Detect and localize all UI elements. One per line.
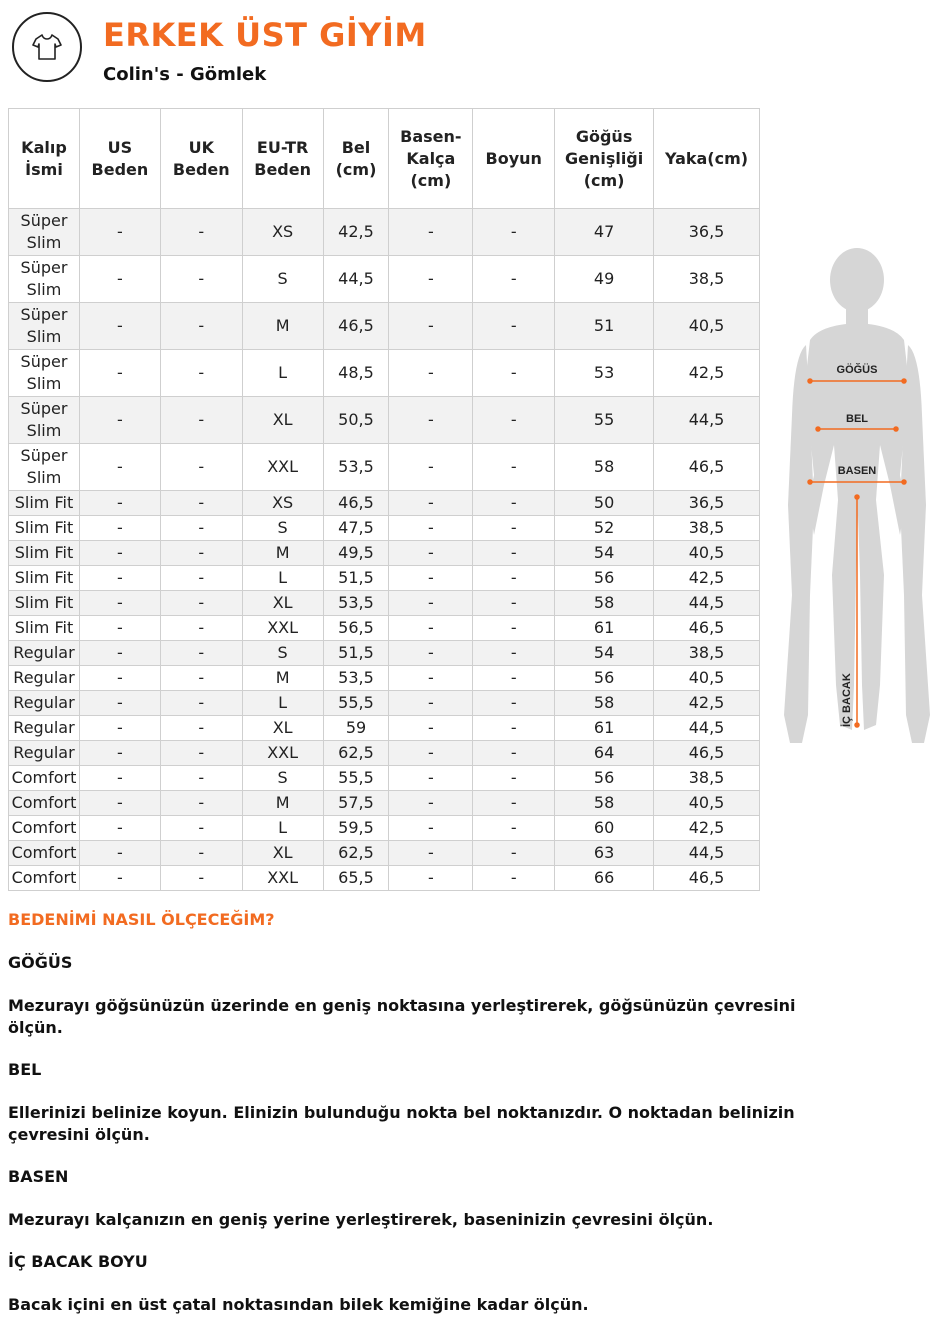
table-cell: 38,5 — [654, 256, 760, 303]
table-row — [9, 641, 760, 666]
table-cell: - — [79, 816, 160, 841]
table-cell: - — [79, 766, 160, 791]
table-row — [9, 591, 760, 616]
table-cell: 42,5 — [323, 209, 389, 256]
table-cell: 56 — [555, 766, 654, 791]
table-cell: 65,5 — [323, 866, 389, 891]
table-cell: - — [473, 716, 555, 741]
table-cell: - — [389, 616, 473, 641]
table-cell: 49,5 — [323, 541, 389, 566]
table-cell: 42,5 — [654, 350, 760, 397]
table-cell: Slim Fit — [9, 541, 80, 566]
table-row — [9, 541, 760, 566]
body-measurement-figure — [780, 245, 945, 750]
table-cell: 46,5 — [323, 303, 389, 350]
table-row — [9, 303, 760, 350]
guide-heading: BEDENİMİ NASIL ÖLÇECEĞİM? — [8, 910, 275, 929]
table-cell: 46,5 — [323, 491, 389, 516]
table-cell: 44,5 — [323, 256, 389, 303]
table-cell: 40,5 — [654, 541, 760, 566]
table-cell: 61 — [555, 716, 654, 741]
table-row — [9, 866, 760, 891]
tshirt-icon — [32, 33, 62, 61]
table-cell: - — [79, 491, 160, 516]
table-cell: - — [79, 209, 160, 256]
table-cell: - — [473, 256, 555, 303]
table-row — [9, 566, 760, 591]
table-cell: Slim Fit — [9, 566, 80, 591]
table-cell: - — [389, 444, 473, 491]
table-cell: L — [242, 566, 323, 591]
table-cell: - — [160, 666, 242, 691]
table-cell: 53,5 — [323, 444, 389, 491]
guide-waist-text: Ellerinizi belinize koyun. Elinizin bulunduğu nokta bel noktanızdır. O noktadan belinizin çevresini ölçün. — [8, 1103, 795, 1144]
table-cell: - — [473, 491, 555, 516]
guide-chest-title: GÖĞÜS — [8, 953, 73, 972]
table-cell: - — [160, 209, 242, 256]
table-cell: Süper Slim — [9, 303, 80, 350]
table-cell: - — [79, 716, 160, 741]
table-cell: - — [79, 397, 160, 444]
page-header — [12, 12, 712, 84]
table-cell: 53 — [555, 350, 654, 397]
table-cell: 52 — [555, 516, 654, 541]
table-cell: Comfort — [9, 841, 80, 866]
table-cell: 64 — [555, 741, 654, 766]
table-cell: 55 — [555, 397, 654, 444]
table-row — [9, 397, 760, 444]
table-cell: M — [242, 541, 323, 566]
table-row — [9, 841, 760, 866]
table-cell: 55,5 — [323, 691, 389, 716]
table-cell: - — [79, 444, 160, 491]
table-cell: - — [389, 209, 473, 256]
table-cell: XL — [242, 841, 323, 866]
table-cell: - — [389, 397, 473, 444]
table-cell: - — [473, 444, 555, 491]
guide-chest-text: Mezurayı göğsünüzün üzerinde en geniş noktasına yerleştirerek, göğsünüzün çevresini ölçün. — [8, 996, 796, 1037]
guide-inseam-title: İÇ BACAK BOYU — [8, 1252, 148, 1271]
table-cell: 54 — [555, 641, 654, 666]
table-row — [9, 350, 760, 397]
table-cell: Süper Slim — [9, 256, 80, 303]
table-cell: S — [242, 641, 323, 666]
table-cell: - — [473, 791, 555, 816]
size-table — [8, 108, 760, 891]
guide-hip-text: Mezurayı kalçanızın en geniş yerine yerleştirerek, baseninizin çevresini ölçün. — [8, 1210, 714, 1229]
table-cell: - — [160, 766, 242, 791]
table-cell: - — [160, 841, 242, 866]
table-cell: Regular — [9, 641, 80, 666]
table-cell: - — [160, 541, 242, 566]
table-row — [9, 716, 760, 741]
inseam-label: İÇ BACAK — [841, 673, 853, 727]
table-cell: - — [389, 816, 473, 841]
table-cell: 54 — [555, 541, 654, 566]
table-cell: - — [473, 816, 555, 841]
table-cell: Comfort — [9, 816, 80, 841]
table-cell: - — [389, 350, 473, 397]
table-cell: M — [242, 666, 323, 691]
table-cell: XXL — [242, 616, 323, 641]
table-cell: - — [389, 666, 473, 691]
table-cell: 57,5 — [323, 791, 389, 816]
table-cell: Comfort — [9, 766, 80, 791]
table-cell: 51,5 — [323, 641, 389, 666]
table-cell: Slim Fit — [9, 491, 80, 516]
measurement-guide — [8, 910, 798, 1337]
table-cell: - — [160, 616, 242, 641]
table-cell: XXL — [242, 866, 323, 891]
table-row — [9, 209, 760, 256]
table-cell: - — [389, 516, 473, 541]
table-cell: Slim Fit — [9, 516, 80, 541]
table-cell: - — [389, 716, 473, 741]
table-cell: - — [389, 541, 473, 566]
table-cell: 44,5 — [654, 397, 760, 444]
table-cell: - — [473, 350, 555, 397]
table-row — [9, 256, 760, 303]
column-header: Yaka(cm) — [654, 109, 760, 209]
table-cell: 53,5 — [323, 591, 389, 616]
table-cell: 38,5 — [654, 766, 760, 791]
table-cell: XL — [242, 397, 323, 444]
table-cell: - — [389, 641, 473, 666]
table-cell: - — [79, 541, 160, 566]
table-cell: - — [160, 691, 242, 716]
table-cell: 38,5 — [654, 641, 760, 666]
table-cell: - — [79, 866, 160, 891]
table-cell: - — [473, 741, 555, 766]
table-cell: M — [242, 791, 323, 816]
table-cell: - — [473, 209, 555, 256]
table-row — [9, 766, 760, 791]
table-cell: S — [242, 256, 323, 303]
table-cell: - — [160, 516, 242, 541]
table-cell: - — [389, 791, 473, 816]
table-cell: Regular — [9, 691, 80, 716]
column-header: Kalıp İsmi — [9, 109, 80, 209]
table-cell: - — [79, 566, 160, 591]
table-cell: - — [79, 641, 160, 666]
table-cell: XL — [242, 716, 323, 741]
table-cell: L — [242, 691, 323, 716]
table-cell: Slim Fit — [9, 591, 80, 616]
table-cell: - — [160, 350, 242, 397]
table-cell: - — [473, 541, 555, 566]
table-cell: Süper Slim — [9, 209, 80, 256]
table-cell: 58 — [555, 591, 654, 616]
table-cell: 44,5 — [654, 841, 760, 866]
table-cell: - — [160, 641, 242, 666]
table-cell: 47 — [555, 209, 654, 256]
table-row — [9, 666, 760, 691]
table-cell: Regular — [9, 666, 80, 691]
table-cell: 60 — [555, 816, 654, 841]
guide-inseam-text: Bacak içini en üst çatal noktasından bilek kemiğine kadar ölçün. — [8, 1295, 589, 1314]
table-cell: - — [473, 641, 555, 666]
table-cell: - — [79, 666, 160, 691]
table-cell: - — [473, 566, 555, 591]
table-cell: 36,5 — [654, 491, 760, 516]
table-cell: - — [389, 591, 473, 616]
table-cell: 59,5 — [323, 816, 389, 841]
table-cell: - — [389, 691, 473, 716]
table-cell: - — [473, 303, 555, 350]
table-cell: - — [389, 303, 473, 350]
table-cell: - — [473, 616, 555, 641]
table-cell: Süper Slim — [9, 444, 80, 491]
table-cell: 51,5 — [323, 566, 389, 591]
table-cell: - — [79, 616, 160, 641]
table-cell: - — [389, 256, 473, 303]
table-cell: 66 — [555, 866, 654, 891]
hip-label: BASEN — [837, 465, 877, 477]
table-cell: 48,5 — [323, 350, 389, 397]
table-cell: 55,5 — [323, 766, 389, 791]
column-header: Göğüs Genişliği (cm) — [555, 109, 654, 209]
table-cell: 59 — [323, 716, 389, 741]
table-cell: 46,5 — [654, 444, 760, 491]
table-row — [9, 691, 760, 716]
table-cell: - — [473, 841, 555, 866]
table-cell: L — [242, 350, 323, 397]
column-header: UK Beden — [160, 109, 242, 209]
table-cell: - — [79, 691, 160, 716]
table-cell: Regular — [9, 716, 80, 741]
table-cell: - — [79, 841, 160, 866]
table-cell: XS — [242, 491, 323, 516]
table-cell: - — [79, 741, 160, 766]
table-cell: - — [389, 866, 473, 891]
table-cell: 46,5 — [654, 616, 760, 641]
table-cell: - — [473, 866, 555, 891]
table-cell: L — [242, 816, 323, 841]
column-header: EU-TR Beden — [242, 109, 323, 209]
table-cell: 56 — [555, 566, 654, 591]
table-cell: 46,5 — [654, 741, 760, 766]
table-row — [9, 741, 760, 766]
table-cell: - — [79, 516, 160, 541]
table-cell: 40,5 — [654, 303, 760, 350]
table-row — [9, 616, 760, 641]
table-cell: 44,5 — [654, 716, 760, 741]
table-row — [9, 791, 760, 816]
category-logo — [12, 12, 82, 82]
table-cell: - — [160, 566, 242, 591]
table-cell: - — [389, 841, 473, 866]
column-header: Basen-Kalça (cm) — [389, 109, 473, 209]
table-cell: - — [473, 591, 555, 616]
table-cell: - — [473, 666, 555, 691]
table-cell: - — [79, 791, 160, 816]
table-cell: - — [160, 491, 242, 516]
table-cell: 36,5 — [654, 209, 760, 256]
table-cell: - — [160, 303, 242, 350]
table-row — [9, 491, 760, 516]
table-cell: 42,5 — [654, 816, 760, 841]
table-cell: 51 — [555, 303, 654, 350]
table-cell: - — [160, 444, 242, 491]
table-cell: 49 — [555, 256, 654, 303]
table-cell: - — [389, 491, 473, 516]
table-cell: S — [242, 766, 323, 791]
table-cell: 62,5 — [323, 841, 389, 866]
table-cell: XXL — [242, 741, 323, 766]
table-cell: Comfort — [9, 866, 80, 891]
table-cell: - — [389, 766, 473, 791]
table-cell: - — [160, 741, 242, 766]
table-header-row — [9, 109, 760, 209]
table-cell: 42,5 — [654, 691, 760, 716]
table-cell: Comfort — [9, 791, 80, 816]
table-cell: Süper Slim — [9, 350, 80, 397]
table-cell: - — [79, 591, 160, 616]
table-cell: 58 — [555, 444, 654, 491]
table-cell: 50 — [555, 491, 654, 516]
table-cell: 40,5 — [654, 791, 760, 816]
table-row — [9, 516, 760, 541]
table-cell: 40,5 — [654, 666, 760, 691]
table-cell: - — [79, 303, 160, 350]
table-cell: 62,5 — [323, 741, 389, 766]
table-row — [9, 444, 760, 491]
table-cell: 50,5 — [323, 397, 389, 444]
table-cell: 44,5 — [654, 591, 760, 616]
waist-label: BEL — [846, 413, 868, 425]
table-cell: - — [389, 741, 473, 766]
table-cell: 58 — [555, 791, 654, 816]
guide-hip-title: BASEN — [8, 1167, 69, 1186]
table-cell: 56 — [555, 666, 654, 691]
column-header: US Beden — [79, 109, 160, 209]
table-cell: 38,5 — [654, 516, 760, 541]
table-cell: M — [242, 303, 323, 350]
table-cell: 63 — [555, 841, 654, 866]
table-cell: - — [473, 766, 555, 791]
column-header: Boyun — [473, 109, 555, 209]
table-cell: - — [79, 256, 160, 303]
table-cell: Regular — [9, 741, 80, 766]
table-cell: - — [160, 256, 242, 303]
table-cell: - — [473, 691, 555, 716]
table-cell: 61 — [555, 616, 654, 641]
table-cell: 53,5 — [323, 666, 389, 691]
table-cell: - — [160, 716, 242, 741]
table-row — [9, 816, 760, 841]
table-cell: 47,5 — [323, 516, 389, 541]
table-cell: - — [160, 591, 242, 616]
table-cell: - — [160, 866, 242, 891]
table-cell: 42,5 — [654, 566, 760, 591]
table-cell: - — [160, 397, 242, 444]
table-cell: - — [160, 791, 242, 816]
table-cell: - — [389, 566, 473, 591]
table-cell: S — [242, 516, 323, 541]
table-cell: 56,5 — [323, 616, 389, 641]
table-cell: - — [473, 397, 555, 444]
table-cell: 46,5 — [654, 866, 760, 891]
table-cell: - — [79, 350, 160, 397]
table-cell: XL — [242, 591, 323, 616]
guide-waist-title: BEL — [8, 1060, 42, 1079]
table-cell: - — [473, 516, 555, 541]
page-subtitle: Colin's - Gömlek — [103, 64, 267, 85]
page-title: ERKEK ÜST GİYİM — [103, 16, 427, 54]
chest-label: GÖĞÜS — [836, 364, 878, 376]
table-cell: 58 — [555, 691, 654, 716]
table-cell: XXL — [242, 444, 323, 491]
table-cell: Slim Fit — [9, 616, 80, 641]
table-cell: XS — [242, 209, 323, 256]
table-cell: - — [160, 816, 242, 841]
column-header: Bel (cm) — [323, 109, 389, 209]
table-cell: Süper Slim — [9, 397, 80, 444]
